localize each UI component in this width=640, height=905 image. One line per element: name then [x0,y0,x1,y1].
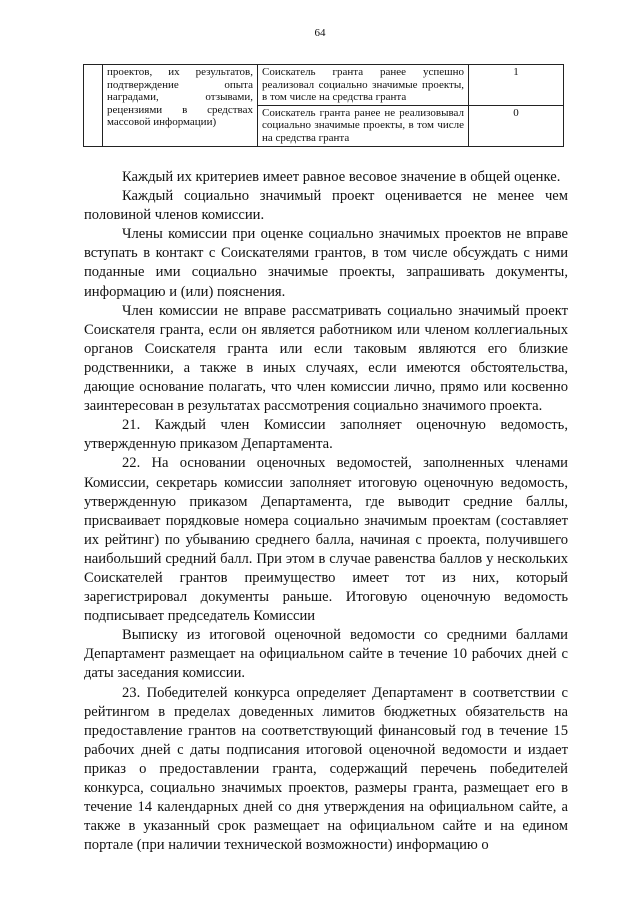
paragraph: Каждый их критериев имеет равное весовое значение в общей оценке. [122,169,561,185]
criteria-cell: проектов, их результатов, подтверждение опыта наградами, отзывами, рецензиями в средствах массовой информации) [103,65,258,147]
description-cell: Соискатель гранта ранее не реализовывал социально значимые проекты, в том числе на средства гранта [258,105,469,146]
score-cell: 1 [469,65,564,106]
score-cell: 0 [469,105,564,146]
paragraph: Член комиссии не вправе рассматривать социально значимый проект Соискателя гранта, если он является работником или членом коллегиальных органов Соискателя гранта или если таковым являются его близкие родственники, а также в иных случаях, если имеются обстоятельства, дающие основание полагать, что член комиссии лично, прямо или косвенно заинтересован в результатах рассмотрения социально значимого проекта. [84,302,568,415]
document-body [84,168,568,855]
paragraph: 23. Победителей конкурса определяет Департамент в соответствии с рейтингом в пределах доведенных лимитов бюджетных обязательств на предоставление грантов на соответствующий финансовый год в течение 15 рабочих дней с даты подписания итоговой оценочной ведомости и издает приказ о предоставлении гранта, содержащий перечень победителей конкурса, социально значимых проектов, размеры гранта, размещает его в течение 14 календарных дней со дня утверждения на официальном сайте, а также в указанный срок размещает на официальном сайте и на едином портале (при наличии технической возможности) информацию о [84,684,568,854]
paragraph: 21. Каждый член Комиссии заполняет оценочную ведомость, утвержденную приказом Департамента. [84,417,568,453]
paragraph: Члены комиссии при оценке социально значимых проектов не вправе вступать в контакт с Соискателями грантов, в том числе обсуждать с ними поданные ими социально значимые проекты, запрашивать документы, информацию и (или) пояснения. [84,226,568,300]
description-cell: Соискатель гранта ранее успешно реализовал социально значимые проекты, в том числе на средства гранта [258,65,469,106]
page-number: 64 [314,27,326,39]
paragraph: 22. На основании оценочных ведомостей, заполненных членами Комиссии, секретарь комиссии заполняет итоговую оценочную ведомость, утвержденную приказом Департамента, где выводит средние баллы, присваивает порядковые номера социально значимым проектам (составляет их рейтинг) по убыванию среднего балла, начиная с проекта, получившего наибольший средний балл. При этом в случае равенства баллов у нескольких Соискателей грантов преимущество имеет тот из них, который зарегистрировал документы раньше. Итоговую оценочную ведомость подписывает председатель Комиссии [84,455,568,625]
table-row [84,65,564,106]
paragraph: Выписку из итоговой оценочной ведомости со средними баллами Департамент размещает на официальном сайте в течение 10 рабочих дней с даты заседания комиссии. [84,627,568,682]
criteria-table [83,64,564,147]
paragraph: Каждый социально значимый проект оценивается не менее чем половиной членов комиссии. [84,188,568,224]
number-cell [84,65,103,147]
